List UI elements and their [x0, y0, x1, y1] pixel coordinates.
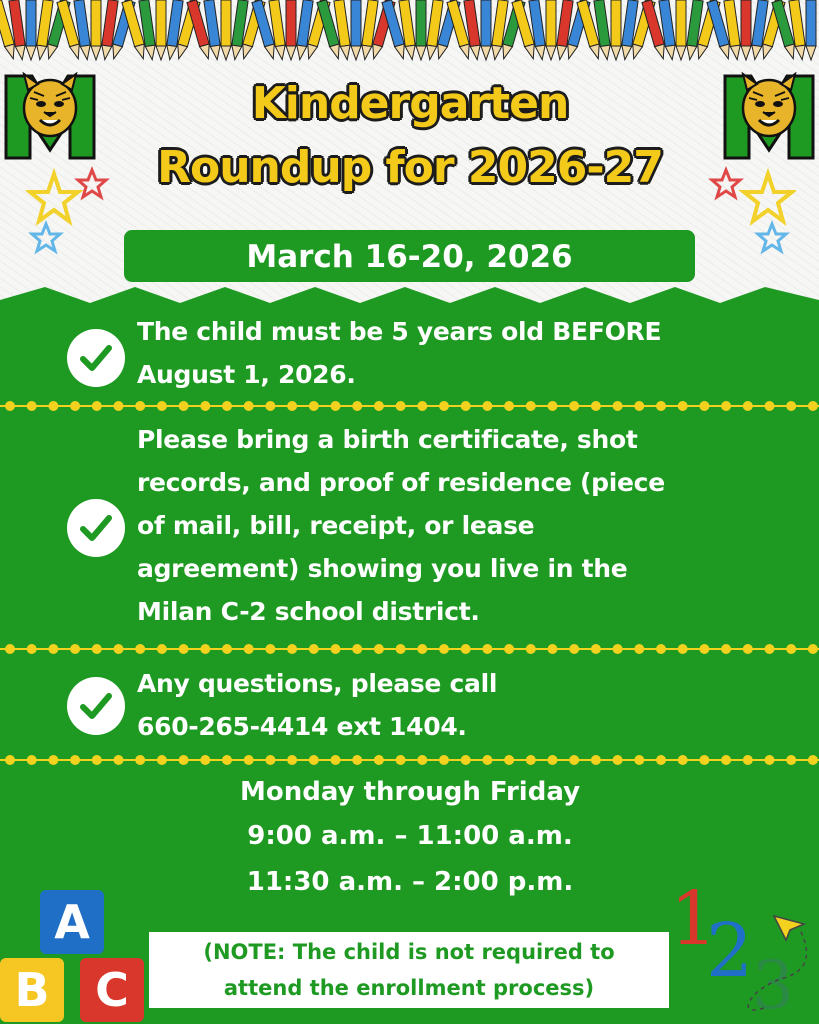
divider-dot [396, 755, 406, 765]
doodle-stars-right-icon [706, 166, 796, 262]
divider-dot [396, 401, 406, 411]
divider-dot [309, 755, 319, 765]
letter-block-c: C [80, 958, 144, 1022]
numbers-doodle [664, 868, 819, 1024]
divider-dot [179, 401, 189, 411]
divider-dot [179, 755, 189, 765]
divider-dot [27, 401, 37, 411]
divider-dot [591, 755, 601, 765]
divider-dot [48, 755, 58, 765]
divider-dot [591, 644, 601, 654]
date-banner: March 16-20, 2026 [124, 230, 695, 282]
requirement-line: Milan C-2 school district. [137, 597, 480, 626]
letter-block-a: A [40, 890, 104, 954]
divider-dot [374, 644, 384, 654]
divider-dot [244, 644, 254, 654]
divider-dot [135, 401, 145, 411]
divider-dot [678, 644, 688, 654]
divider-dot [265, 401, 275, 411]
divider-dot [135, 644, 145, 654]
divider-dot [808, 644, 818, 654]
divider-dot [287, 644, 297, 654]
pencil-icon [546, 0, 556, 60]
divider-dot [656, 401, 666, 411]
divider-dot [613, 401, 623, 411]
divider-dot [461, 644, 471, 654]
divider-dot [244, 755, 254, 765]
pencil-icon [741, 0, 751, 60]
letter-block-b: B [0, 958, 64, 1022]
divider-dot [721, 755, 731, 765]
divider-dot [548, 644, 558, 654]
divider-dot [114, 401, 124, 411]
divider-dot [287, 755, 297, 765]
doodle-stars-left-icon [26, 166, 116, 262]
checkmark-icon [67, 329, 125, 387]
pencil-border [0, 0, 819, 64]
divider-dot [699, 401, 709, 411]
number-three: 3 [752, 947, 794, 1024]
pencil-icon [416, 0, 426, 60]
divider-dot [157, 644, 167, 654]
number-one: 1 [670, 876, 718, 962]
requirement-line: records, and proof of residence (piece [137, 468, 665, 497]
divider-dot [634, 755, 644, 765]
divider-dot [461, 755, 471, 765]
divider-dot [678, 755, 688, 765]
requirement-line: Please bring a birth certificate, shot [137, 425, 638, 454]
requirement-line: of mail, bill, receipt, or lease [137, 511, 535, 540]
divider-dot [352, 401, 362, 411]
divider-dot [808, 755, 818, 765]
divider-dot [526, 644, 536, 654]
requirement-line: agreement) showing you live in the [137, 554, 628, 583]
divider-dot [70, 755, 80, 765]
divider-dot [699, 644, 709, 654]
divider-dot [482, 401, 492, 411]
divider-dot [222, 644, 232, 654]
divider-dot [678, 401, 688, 411]
divider-dot [70, 401, 80, 411]
divider-dot [265, 644, 275, 654]
requirement-age [137, 310, 767, 396]
divider-dot [200, 755, 210, 765]
divider-dot [5, 401, 15, 411]
divider-dot [439, 644, 449, 654]
divider-dot [569, 401, 579, 411]
dotted-divider [0, 643, 819, 655]
divider-dot [743, 755, 753, 765]
pencil-icon [351, 0, 361, 60]
schedule-session-2: 11:30 a.m. – 2:00 p.m. [246, 867, 574, 897]
divider-dot [417, 755, 427, 765]
divider-dot [92, 644, 102, 654]
divider-dot [765, 401, 775, 411]
divider-dot [48, 401, 58, 411]
divider-dot [27, 755, 37, 765]
divider-dot [765, 755, 775, 765]
divider-dot [396, 644, 406, 654]
divider-dot [331, 401, 341, 411]
divider-dot [114, 644, 124, 654]
divider-dot [461, 401, 471, 411]
number-two: 2 [706, 908, 754, 994]
divider-dot [548, 755, 558, 765]
title-line-1: Kindergarten [251, 78, 569, 129]
divider-dot [157, 755, 167, 765]
divider-dot [526, 401, 536, 411]
divider-dot [179, 644, 189, 654]
divider-dot [656, 755, 666, 765]
pencil-icon [286, 0, 296, 60]
divider-dot [331, 644, 341, 654]
divider-dot [27, 644, 37, 654]
title-line-2: Roundup for 2026-27 [157, 142, 663, 193]
note-line-2: attend the enrollment process) [223, 976, 595, 1000]
pencil-icon [611, 0, 621, 60]
divider-dot [5, 755, 15, 765]
divider-dot [70, 644, 80, 654]
requirement-line: August 1, 2026. [137, 360, 356, 389]
divider-dot [699, 755, 709, 765]
divider-dot [48, 644, 58, 654]
divider-dot [721, 401, 731, 411]
divider-dot [569, 644, 579, 654]
divider-dot [374, 401, 384, 411]
divider-dot [548, 401, 558, 411]
divider-dot [5, 644, 15, 654]
dotted-divider [0, 754, 819, 766]
divider-dot [786, 401, 796, 411]
divider-dot [287, 401, 297, 411]
wildcat-m-logo-right-icon [723, 72, 815, 162]
pencil-icon [806, 0, 816, 60]
divider-dot [309, 644, 319, 654]
checkmark-icon [67, 499, 125, 557]
divider-dot [439, 401, 449, 411]
note-line-1: (NOTE: The child is not required to [203, 940, 615, 964]
requirement-documents [137, 418, 767, 633]
divider-dot [786, 755, 796, 765]
divider-dot [244, 401, 254, 411]
pencil-icon [26, 0, 36, 60]
schedule-days: Monday through Friday [239, 777, 581, 807]
pencil-icon [676, 0, 686, 60]
requirement-line: Any questions, please call [137, 669, 498, 698]
divider-dot [92, 401, 102, 411]
divider-dot [721, 644, 731, 654]
divider-dot [743, 401, 753, 411]
divider-dot [743, 644, 753, 654]
divider-dot [569, 755, 579, 765]
divider-dot [786, 644, 796, 654]
divider-dot [634, 644, 644, 654]
requirement-line: 660-265-4414 ext 1404. [137, 712, 467, 741]
divider-dot [352, 755, 362, 765]
dotted-divider [0, 400, 819, 412]
pencil-icon [91, 0, 101, 60]
divider-dot [482, 755, 492, 765]
divider-dot [331, 755, 341, 765]
divider-dot [417, 401, 427, 411]
divider-dot [265, 755, 275, 765]
pencil-icon [156, 0, 166, 60]
divider-dot [613, 755, 623, 765]
checkmark-icon [67, 677, 125, 735]
requirement-contact [137, 662, 767, 748]
divider-dot [634, 401, 644, 411]
divider-dot [504, 644, 514, 654]
divider-dot [200, 644, 210, 654]
divider-dot [92, 755, 102, 765]
divider-dot [808, 401, 818, 411]
divider-dot [135, 755, 145, 765]
divider-dot [613, 644, 623, 654]
pencil-icon [221, 0, 231, 60]
divider-dot [591, 401, 601, 411]
divider-dot [656, 644, 666, 654]
divider-dot [526, 755, 536, 765]
divider-dot [765, 644, 775, 654]
schedule-session-1: 9:00 a.m. – 11:00 a.m. [247, 821, 573, 851]
divider-dot [352, 644, 362, 654]
pencil-icon [481, 0, 491, 60]
divider-dot [200, 401, 210, 411]
divider-dot [439, 755, 449, 765]
paper-plane-icon [774, 916, 804, 940]
divider-dot [222, 755, 232, 765]
divider-dot [222, 401, 232, 411]
divider-dot [374, 755, 384, 765]
divider-dot [309, 401, 319, 411]
wildcat-m-logo-left-icon [4, 72, 96, 162]
divider-dot [504, 401, 514, 411]
divider-dot [417, 644, 427, 654]
divider-dot [157, 401, 167, 411]
divider-dot [482, 644, 492, 654]
divider-dot [114, 755, 124, 765]
divider-dot [504, 755, 514, 765]
requirement-line: The child must be 5 years old BEFORE [137, 317, 662, 346]
